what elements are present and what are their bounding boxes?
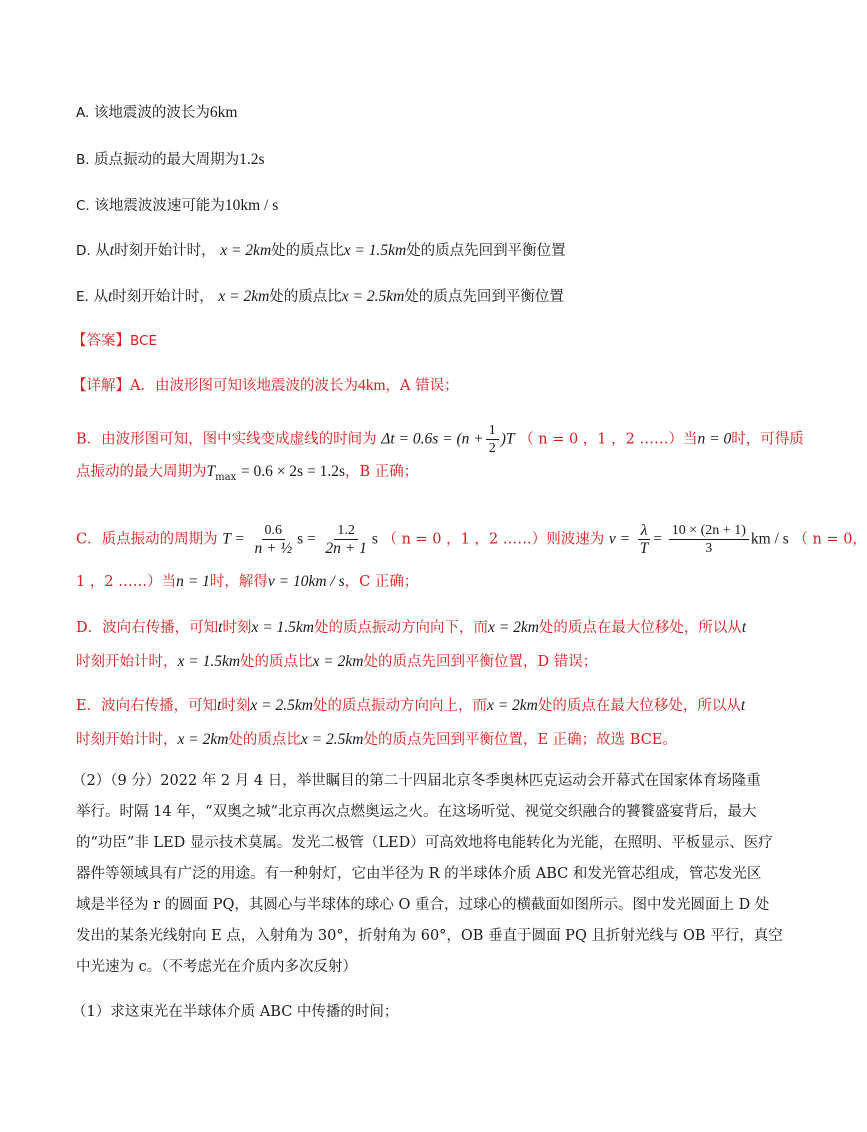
question2-line7: 中光速为 c。（不考虑光在介质内多次反射） — [76, 959, 357, 975]
explanation-b-line1: B．由波形图可知，图中实线变成虚线的时间为 Δt = 0.6s = (n + $\frac{1}{2}$ )T （ n = 0 ，1 ，2 ……）当n = 0时，可得质 — [76, 423, 804, 456]
question2-line5: 域是半径为 r 的圆面 PQ，其圆心与半球体的球心 O 重合，过球心的横截面如图所示。图中发光圆面上 D 处 — [76, 897, 770, 913]
question2-line6: 发出的某条光线射向 E 点，入射角为 30°，折射角为 60°，OB 垂直于圆面 PQ 且折射光线与 OB 平行，真空 — [76, 928, 783, 944]
explanation-a: 【详解】A．由波形图可知该地震波的波长为4km，A 错误； — [72, 377, 459, 394]
explanation-b-line2: 点振动的最大周期为$T_{max} = 0.6 \times 2s = 1.2s$，B 正确； — [76, 463, 419, 483]
question2-line4: 器件等领域具有广泛的用途。有一种射灯，它由半径为 R 的半球体介质 ABC 和发光管芯组成，管芯发光区 — [76, 866, 762, 882]
question2-line1: （2）（9 分）2022 年 2 月 4 日，举世瞩目的第二十四届北京冬季奥林匹克运动会开幕式在国家体育场隆重 — [72, 773, 761, 789]
explanation-c-line1: C．质点振动的周期为 T = $\frac{0.6}{\text{n + ½}}$ s = $\frac{1.2}{2n + 1}$ s （ n = 0 ，1 ，2 ……）则波速为 v = $\frac{\lambda}{T}$ = $\frac{10 \times (2n + 1)}{3}$ km / s （ n = 0， — [76, 522, 867, 557]
option-d: D. 从t时刻开始计时， x = 2km处的质点比x = 1.5km处的质点先回到平衡位置 — [76, 242, 566, 259]
question2-line2: 举行。时隔 14 年，“双奥之城”北京再次点燃奥运之火。在这场听觉、视觉交织融合的饕餮盛宴背后，最大 — [76, 804, 757, 820]
option-b: B. 质点振动的最大周期为1.2s — [76, 151, 265, 168]
explanation-c-line2: 1 ，2 ……）当n = 1时，解得v = 10km / s，C 正确； — [76, 573, 419, 590]
explanation-e-line2: 时刻开始计时，x = 2km处的质点比x = 2.5km处的质点先回到平衡位置，E 正确；故选 BCE。 — [76, 731, 677, 748]
question2-line3: 的“功臣”非 LED 显示技术莫属。发光二极管（LED）可高效地将电能转化为光能，在照明、平板显示、医疗 — [76, 835, 773, 851]
explanation-e-line1: E．波向右传播，可知t时刻x = 2.5km处的质点振动方向向上，而x = 2km处的质点在最大位移处，所以从t — [76, 697, 746, 714]
question2-sub1: （1）求这束光在半球体介质 ABC 中传播的时间； — [72, 1004, 399, 1020]
option-a: A. 该地震波的波长为6km — [76, 104, 238, 121]
explanation-d-line1: D．波向右传播，可知t时刻x = 1.5km处的质点振动方向向下，而x = 2km处的质点在最大位移处，所以从t — [76, 619, 747, 636]
explanation-d-line2: 时刻开始计时，x = 1.5km处的质点比x = 2km处的质点先回到平衡位置，D 错误； — [76, 653, 598, 670]
option-c: C. 该地震波波速可能为10km / s — [76, 197, 279, 214]
option-e: E. 从t时刻开始计时， x = 2km处的质点比x = 2.5km处的质点先回到平衡位置 — [76, 288, 564, 305]
answer-line: 【答案】BCE — [72, 333, 157, 349]
